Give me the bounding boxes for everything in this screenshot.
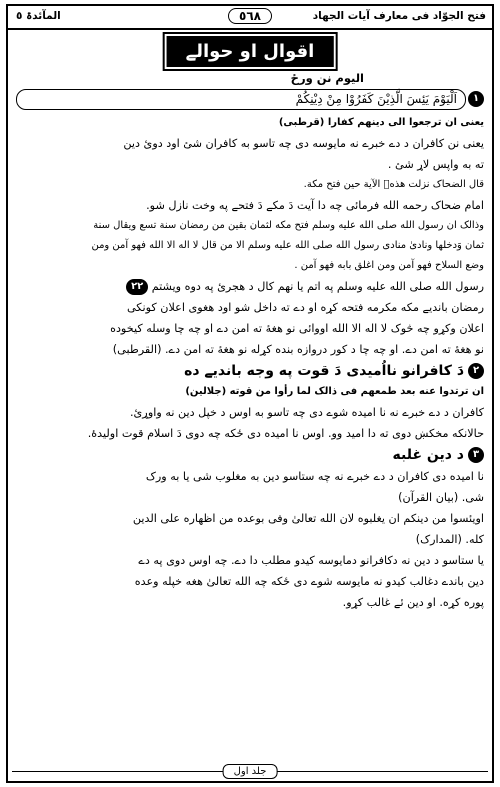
- text-line: شی. (بیان القرآن): [398, 491, 484, 504]
- word-meaning: الیوم نن ورځ: [290, 71, 364, 85]
- text-line: وضع السلاح فهو آمن ومن اغلق بابه فهو آمن .: [294, 260, 484, 271]
- text-line: وذالک ان رسول الله صلی الله علیه وسلم فتح مكه لثمان بقین من رمضان سنة تسع ویقال سنة: [93, 220, 484, 231]
- text-line: ان ترتدوا عنه بعد طمعهم فی ذالک لما رأوا من قوته (جلالین): [185, 386, 484, 397]
- text-line: یعنی نن کافران د دے خبرے نه مایوسه دی چه تاسو به کافران شئ اود دوئ دین: [123, 137, 484, 150]
- book-title: فتح الجوّاد فی معارف آیات الجهاد: [312, 10, 486, 22]
- surah-label: المآئدۃ ٥: [16, 10, 61, 22]
- volume-label: جلد اول: [223, 764, 278, 779]
- section-title: اقوال او حوالے: [167, 36, 334, 67]
- text-line: دین باندے دغالب کیدو نه مایوسه شوے دی ځکه چه الله تعالیٰ هغه خپله وعده: [134, 575, 484, 588]
- verse-row: [16, 89, 484, 110]
- text-line: اعلان وکړو چه څوک لا اله الا الله اووائی نو هغهٔ ته امن دے او چه چا وسله کیخوده: [110, 322, 484, 335]
- text-line: حالانکه مخکښ دوی ته دا امید وو. اوس نا امیده دی ځکه چه دوی دَ اسلام قوت اولیدهٔ.: [87, 427, 484, 440]
- text-line: امام ضحاک رحمه الله فرمائی چه دا آیت دَ مکے دَ فتحے په وخت نازل شو.: [146, 199, 484, 212]
- text-line: نو هغهٔ ته امن دے. او چه چا د کور دروازه بنده کړله نو هغهٔ ته امن دے. (القرطبی): [112, 343, 484, 356]
- text-line-content: رسول الله صلی الله علیه وسلم په اتم یا نهم کال د هجرئ په دوه ویشتم: [151, 280, 484, 293]
- page-number: ٥٦٨: [228, 8, 272, 24]
- page-header: [8, 6, 492, 30]
- section-3-number: ٣: [468, 447, 484, 463]
- text-line: [16, 276, 484, 297]
- section-3-heading-text: د دین غلبه: [392, 447, 464, 463]
- text-line: یعنی ان ترجعوا الی دینهم کفارا (قرطبی): [278, 117, 484, 128]
- text-line: پوره کړه. او دین ئے غالب کړو.: [342, 596, 484, 609]
- text-line: ته به واپس لاړ شئ .: [387, 158, 484, 171]
- text-line: کله. (المدارک): [415, 533, 484, 546]
- verse-number-badge: ١: [468, 91, 484, 107]
- badge-22: ٢٢: [126, 279, 148, 295]
- text-line: یا ستاسو د دین نه دکافرانو دمایوسه کیدو مطلب دا دے. چه اوس دوی په دے: [138, 554, 484, 567]
- text-line: قال الضحاک نزلت هذهٖ الآیة حین فتح مكة.: [303, 179, 484, 190]
- section-2-heading: [16, 360, 484, 382]
- section-2-number: ٢: [468, 363, 484, 379]
- text-line: کافران د دے خبرے نه نا امیده شوے دی چه تاسو به اوس د خپل دین نه واوړئ.: [129, 406, 484, 419]
- text-line: اویئسوا من دینکم ان یغلبوه لان الله تعالیٰ وفی بوعده من اظهاره علی الدین: [132, 512, 484, 525]
- quran-verse: اَلْيَوْمَ يَئِسَ الَّذِيْنَ كَفَرُوْا مِنْ دِيْنِكُمْ: [16, 89, 466, 110]
- section-2-heading-text: دَ کافرانو نااُمیدی دَ قوت په وجه بانديے ده: [184, 363, 464, 379]
- main-text: [16, 68, 484, 613]
- text-line: رمضان بانديے مکه مکرمه فتحه کړه او دے ته داخل شو اود هغوی اعلان کونکی: [126, 301, 484, 314]
- text-line: نا امیده دی کافران د دے خبرے نه چه ستاسو دین به مغلوب شی یا به ورک: [145, 470, 484, 483]
- section-3-heading: [16, 444, 484, 466]
- text-line: ثمان وَدخلها ونادیٰ منادی رسول الله صلی الله علیه وسلم الا من قال لا اله الا الله فهو آمن ومن: [91, 240, 484, 251]
- document-page: [6, 4, 494, 783]
